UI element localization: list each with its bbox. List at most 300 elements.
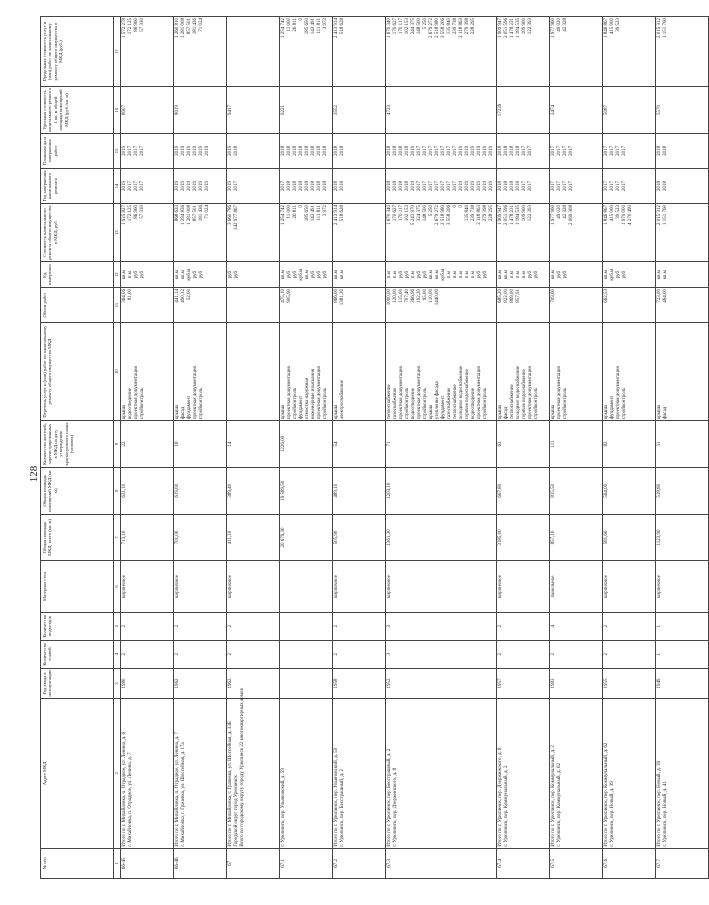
area-rooms-cell: 389,40 [227,467,280,514]
works-cell-line: стройконтроль [423,387,428,420]
year-done-cell-line: 2019 [471,180,476,191]
plan-date-cell-line: 2019 [477,145,482,156]
entrances-cell: 3 [386,612,497,640]
cost-cell-line: 324 375 [417,204,422,222]
cost-cell [497,203,550,261]
volume-cell [174,288,227,323]
area-rooms-cell: 518,80 [656,467,709,514]
area-rooms-cell: 564,00 [603,467,656,514]
plan-date-cell-line: 2018 [387,145,392,156]
header-cell: Материал стен [41,561,114,612]
capital-repair-table [40,16,709,879]
specific-cost-cell: 9417 [227,87,280,134]
row-number: 66-46 [174,848,227,878]
volume-cell [656,288,709,323]
plan-date-cell-line: 2017 [522,145,527,156]
cost-cell-line: 4 270 490 [628,204,633,225]
floors-cell: 2 [497,640,550,668]
limit-cost-cell-line: 57 330 [140,18,145,32]
plan-date-cell-line: 2019 [187,145,192,156]
volume-cell-line: 822,00 [504,289,509,303]
plan-date-cell [333,133,386,168]
works-cell-line: крыша [175,404,180,420]
year-done-cell-line: 2018 [287,180,292,191]
table-row [550,17,603,879]
year-done-cell-line: 2019 [459,180,464,191]
plan-date-cell-line: 2018 [281,145,286,156]
limit-cost-cell-line: 1 151 760 [663,18,668,38]
cost-cell-line: 2 518 980 [441,204,446,225]
works-cell-line: крыша [429,404,434,420]
works-cell-line: фасад [181,406,186,420]
plan-date-cell-line: 2019 [459,145,464,156]
works-cell-line: крыша [551,404,556,420]
header-cell: Объем работ [41,288,114,323]
specific-cost-cell: 2474 [550,87,603,134]
volume-cell-line: 115,00 [399,289,404,303]
year-cell: 1962 [174,668,227,698]
cost-cell-line: 3 660 786 [228,204,233,225]
limit-cost-cell-line: 0 [299,18,304,21]
area-total-cell: 411,10 [227,514,280,561]
units-cell-line: п.м [522,271,527,279]
cost-cell-line: 49 020 [557,204,562,219]
specific-cost-cell: 5087 [603,87,656,134]
cost-cell-line: 279 398 [483,204,488,222]
plan-date-cell [174,133,227,168]
plan-date-cell-line: 2017 [557,145,562,156]
limit-cost-cell-line: 2 051 596 [504,18,509,38]
works-cell-line: проектная документация [417,366,422,420]
year-done-cell-line: 2019 [199,180,204,191]
works-cell [227,323,280,421]
volume-cell [497,288,550,323]
year-cell [280,668,333,698]
plan-date-cell-line: 2018 [340,145,345,156]
works-cell-line: газоснабжение [447,387,452,420]
year-cell: 1949 [656,668,709,698]
units-cell-line: куб.м [610,268,615,281]
rotated-table-sheet [28,16,668,879]
year-done-cell-line: 2019 [205,180,210,191]
plan-date-cell-line: 2017 [429,145,434,156]
floors-cell: 2 [550,640,603,668]
year-done-cell [227,168,280,203]
plan-date-cell-line: 2018 [516,145,521,156]
plan-date-cell-line: 2019 [489,145,494,156]
year-done-cell-line: 2018 [340,180,345,191]
column-number: 11 [114,288,121,323]
units-cell-line: кв.м [435,270,440,280]
cost-cell-line: 109 900 [522,204,527,222]
units-cell-line: п.м [128,271,133,279]
plan-date-cell-line: 2019 [465,145,470,156]
works-cell-line: проектная документация [616,366,621,420]
limit-cost-cell-line: 1 846 867 [604,18,609,38]
plan-date-cell [656,133,709,168]
floors-cell: 2 [603,640,656,668]
cost-cell-line: 1 281 008 [187,204,192,225]
units-cell-line: руб [293,270,298,279]
cost-cell-line: 1 184 535 [516,204,521,225]
limit-cost-cell-line: 518 628 [340,18,345,35]
plan-date-cell-line: 2018 [510,145,515,156]
row-number: 67.4 [497,848,550,878]
year-done-cell-line: 2018 [293,180,298,191]
units-cell-line: п.м [516,271,521,279]
address-cell-line: Итого по г. Урюпинск, пер. Дзержинского, д. 8 [498,747,503,847]
plan-date-cell-line: 2017 [622,145,627,156]
plan-date-cell-line: 2017 [453,145,458,156]
volume-cell-line: 905,90 [287,289,292,303]
address-cell-line: Итого по г. Урюпинск, пер. Бесстрашный, д. 2 [387,748,392,847]
year-done-cell-line: 2017 [551,180,556,191]
units-cell-line: руб [399,270,404,279]
year-done-cell-line: 2018 [334,180,339,191]
works-cell-line: проектная документация [317,366,322,420]
residents-cell: 31 [656,421,709,468]
plan-date-cell-line: 2017 [569,145,574,156]
units-cell-line: руб [477,270,482,279]
year-done-cell-line: 2018 [387,180,392,191]
limit-cost-cell-line: 122 393 [528,18,533,35]
year-done-cell-line: 2019 [483,180,488,191]
year-done-cell-line: 2019 [489,180,494,191]
table-body [121,17,709,879]
year-done-cell-line: 2017 [234,180,239,191]
limit-cost-cell-line: 86 960 [134,18,139,32]
plan-date-cell-line: 2019 [228,145,233,156]
works-cell-line: фасад [504,406,509,420]
plan-date-cell-line: 2018 [311,145,316,156]
area-rooms-cell: 631,10 [121,467,174,514]
column-number: 14 [114,168,121,203]
units-cell [280,262,333,288]
units-cell-line: кв.м [122,270,127,280]
plan-date-cell-line: 2019 [471,145,476,156]
plan-date-cell-line: 2017 [604,145,609,156]
cost-cell-line: 1 478 231 [510,204,515,225]
floors-cell: 2 [333,640,386,668]
cost-cell-line: 102 153 [405,204,410,222]
limit-cost-cell-line: 1 254 742 [281,18,286,38]
plan-date-cell-line: 2018 [663,145,668,156]
table-row [603,17,656,879]
year-done-cell-line: 2018 [399,180,404,191]
limit-cost-cell-line: 148 500 [417,18,422,35]
works-cell-line: газоснабжение [393,387,398,420]
volume-cell-line: 364,06 [122,289,127,303]
units-cell-line: куб.м [299,268,304,281]
year-done-cell-line: 2018 [323,180,328,191]
works-cell-line: фундамент [187,395,192,420]
cost-cell-line: 71 024 [205,204,210,219]
works-cell-line: крыша [657,404,662,420]
limit-cost-cell-line: 26 811 [293,18,298,32]
year-done-cell-line: 2018 [311,180,316,191]
table-row [227,17,280,879]
specific-cost-cell: 3552 [333,87,386,134]
plan-date-cell-line: 2018 [299,145,304,156]
cost-cell-line: 518 628 [340,204,345,222]
volume-cell-line: 662,53 [604,289,609,303]
limit-cost-cell-line: 244 375 [411,18,416,35]
units-cell [174,262,227,288]
units-cell [227,262,280,288]
year-done-cell [280,168,333,203]
year-done-cell-line: 2019 [477,180,482,191]
material-cell [280,561,333,612]
volume-cell-line: 110,00 [429,289,434,303]
limit-cost-cell [121,17,174,87]
address-cell-line: г. Урюпинск, пер. Дзержинского, д. 8 [393,767,398,847]
works-cell-line: стройконтроль [622,387,627,420]
works-cell-line: стройконтроль [140,387,145,420]
limit-cost-cell-line: 170 627 [393,18,398,35]
entrances-cell: 2 [603,612,656,640]
cost-cell-line: 1 925 827 [122,204,127,225]
address-cell [174,699,227,849]
material-cell: панельное [550,561,603,612]
table-row [656,17,709,879]
limit-cost-cell-line: 143 491 [311,18,316,35]
cost-cell-line: 5 250 [429,204,434,217]
volume-cell-line: 1000,00 [387,289,392,306]
cost-cell-line: 42 328 [563,204,568,219]
year-cell: 1962 [227,668,280,698]
address-cell-line: Итого по г. Урюпинск, пер. Коммунальный, д. 2 [551,745,556,847]
address-cell [550,699,603,849]
plan-date-cell-line: 2017 [610,145,615,156]
limit-cost-cell-line: 5 250 [423,18,428,30]
residents-cell: 82 [603,421,656,468]
row-number: 67.3 [386,848,497,878]
units-cell-line: руб [534,270,539,279]
units-cell-line: кв.м [340,270,345,280]
year-done-cell-line: 2018 [393,180,398,191]
units-cell [386,262,497,288]
units-cell-line: кв.м [551,270,556,280]
floors-cell: 1 [656,640,709,668]
units-cell-line: руб [557,270,562,279]
address-cell-line: г. Урюпинск, пер. Бесстрашный, д. 2 [340,769,345,847]
year-done-cell [656,168,709,203]
cost-cell [603,203,656,261]
year-done-cell-line: 2017 [622,180,627,191]
column-number: 12 [114,262,121,288]
limit-cost-cell-line: 2 413 914 [334,18,339,38]
plan-date-cell-line: 2019 [193,145,198,156]
cost-cell-line: 857 501 [193,204,198,222]
units-cell [656,262,709,288]
row-number: 67.7 [656,848,709,878]
plan-date-cell-line: 2018 [393,145,398,156]
column-number: 8 [114,467,121,514]
works-cell-line: горячее водоснабжение [465,369,470,420]
column-number: 7 [114,514,121,561]
works-cell-line: проектная документация [134,366,139,420]
year-cell: 1958 [333,668,386,698]
year-cell: 1955 [603,668,656,698]
plan-date-cell-line: 2019 [122,145,127,156]
row-number: 66-45 [121,848,174,878]
material-cell: кирпичное [333,561,386,612]
row-number: 67.1 [280,848,333,878]
area-total-cell: 1361,30 [386,514,497,561]
year-done-cell-line: 2017 [447,180,452,191]
year-done-cell-line: 2017 [616,180,621,191]
cost-cell [121,203,174,261]
works-cell-line: инженерные изыскания [311,368,316,420]
cost-cell-line: 1 670 340 [387,204,392,225]
volume-cell [333,288,386,323]
volume-cell-line: 1381,30 [340,289,345,306]
works-cell-line: холодное водоснабжение [459,365,464,420]
page-number: 128 [28,465,40,483]
year-done-cell-line: 2017 [281,180,286,191]
year-done-cell-line: 2017 [140,180,145,191]
plan-date-cell-line: 2017 [551,145,556,156]
cost-cell-line: 86 960 [134,204,139,219]
floors-cell [280,640,333,668]
material-cell: кирпичное [603,561,656,612]
limit-cost-cell-line: 135 840 [447,18,452,35]
units-cell-line: кв.м [281,270,286,280]
limit-cost-cell-line: 1 909 947 [498,18,503,38]
volume-cell [121,288,174,323]
cost-cell-line: 148 500 [423,204,428,222]
units-cell-line: руб [134,270,139,279]
plan-date-cell-line: 2019 [205,145,210,156]
units-cell-line: кв.м [504,270,509,280]
year-cell: 1980 [121,668,174,698]
works-cell-line: фундамент [299,395,304,420]
cost-cell-line: 228 295 [489,204,494,222]
address-cell [656,699,709,849]
area-total-cell: 3185,00 [497,514,550,561]
limit-cost-cell [603,17,656,87]
header-row [41,17,114,879]
units-cell-line: руб [311,270,316,279]
table-row [386,17,497,879]
units-cell [121,262,174,288]
year-done-cell [603,168,656,203]
column-number: 6 [114,561,121,612]
header-cell: Перечень услуг и (или) работ по капитальному ремонту общего имущества МКД [41,323,114,421]
limit-cost-cell-line: 1 184 535 [516,18,521,38]
limit-cost-cell-line: 71 024 [199,18,204,32]
plan-date-cell [497,133,550,168]
limit-cost-cell-line: 42 328 [563,18,568,32]
units-cell-line: кв.м [663,270,668,280]
column-number: 17 [114,17,121,87]
units-cell-line: куб.м [187,268,192,281]
units-cell-line: руб [140,270,145,279]
limit-cost-cell-line: 172 125 [128,18,133,35]
year-done-cell [497,168,550,203]
volume-cell-line: 707,40 [405,289,410,303]
cost-cell-line: 3 558 206 [447,204,452,225]
header-cell: Год завершения капитального ремонта [41,168,114,203]
limit-cost-cell-line: 2 118 863 [459,18,464,38]
cost-cell [280,203,333,261]
cost-cell-line: 1 254 742 [281,204,286,225]
column-number-row [114,17,121,879]
limit-cost-cell-line: 39 523 [616,18,621,32]
limit-cost-cell-line: 415 000 [610,18,615,35]
header-cell: Количество этажей [41,640,114,668]
cost-cell [333,203,386,261]
year-done-cell [121,168,174,203]
year-done-cell-line: 2017 [563,180,568,191]
column-number: 15 [114,133,121,168]
cost-cell-line: 57 330 [140,204,145,219]
address-cell-line: Всего по городскому округу городу Урюпинск 22 многоквартирных домов [240,688,245,847]
units-cell-line: руб [563,270,568,279]
year-done-cell-line: 2017 [569,180,574,191]
plan-date-cell-line: 2018 [323,145,328,156]
works-cell-line: стройконтроль [323,387,328,420]
year-done-cell [386,168,497,203]
address-cell [121,699,174,849]
units-cell-line: кв.м [498,270,503,280]
plan-date-cell-line: 2017 [423,145,428,156]
year-done-cell [333,168,386,203]
units-cell-line: руб [323,270,328,279]
works-cell [603,323,656,421]
specific-cost-cell: 17239 [497,87,550,134]
area-total-cell: 857,10 [550,514,603,561]
works-cell-line: крыша [281,404,286,420]
units-cell-line: руб [622,270,627,279]
limit-cost-cell-line: 1 478 231 [510,18,515,38]
volume-cell [280,288,333,323]
limit-cost-cell-line: 11 000 [287,18,292,32]
entrances-cell: 2 [497,612,550,640]
units-cell-line: п.м [459,271,464,279]
units-cell-line: п.м [471,271,476,279]
plan-date-cell-line: 2018 [405,145,410,156]
works-cell-line: водоотведение [411,388,416,420]
cost-cell-line: 2 679 272 [435,204,440,225]
header-cell: Стоимость капитального ремонта общего имущества в МКД, руб [41,203,114,261]
address-cell-line: г. Михайловка, п. Отрадное, ул. Ленина, д. 7 [128,752,133,847]
year-done-cell-line: 2017 [128,180,133,191]
units-cell-line: руб [528,270,533,279]
cost-cell-line: 0 [453,204,458,208]
cost-cell-line: 172 125 [128,204,133,222]
limit-cost-cell [174,17,227,87]
works-cell-line: фундамент [610,395,615,420]
cost-cell-line: 39 523 [616,204,621,219]
year-done-cell-line: 2019 [187,180,192,191]
cost-cell-line: 2 118 863 [477,204,482,225]
volume-cell [386,288,497,323]
material-cell: кирпичное [656,561,709,612]
year-done-cell-line: 2018 [299,180,304,191]
units-cell-line: п.м [465,271,470,279]
cost-cell [227,203,280,261]
works-cell [174,323,227,421]
column-number: 2 [114,699,121,849]
table-row [121,17,174,879]
works-cell-line: теплоснабжение [453,384,458,420]
year-done-cell-line: 2018 [405,180,410,191]
cost-cell-line: 2 413 914 [334,204,339,225]
limit-cost-cell [227,17,280,87]
year-done-cell [550,168,603,203]
volume-cell-line: 441,14 [175,289,180,303]
